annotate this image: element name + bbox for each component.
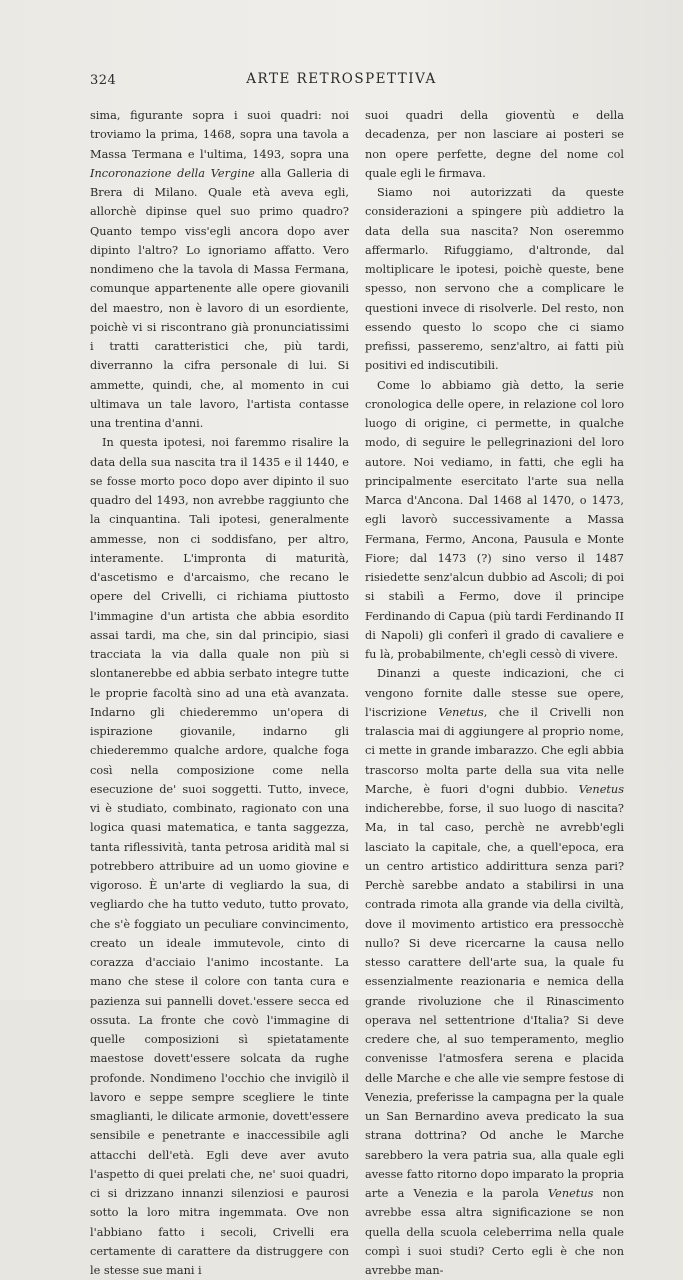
paragraph: Come lo abbiamo già detto, la serie cronologica delle opere, in relazione col loro luogo di origine, ci permette, in qualche modo, di seguire le pellegrinazioni del loro autore. Noi vediamo, in fatti, che egli ha principalmente esercitato l'arte sua nella Marca d'Ancona. Dal 1468 al 1470, o 1473, egli lavorò successivamente a Massa Fermana, Fermo, Ancona, Pausula e Monte Fiore; dal 1473 (?) sino verso il 1487 risiedette senz'alcun dubbio ad Ascoli; di poi si stabilì a Fermo, dove il principe Ferdinando di Capua (più tardi Ferdinando II di Napoli) gli conferì il grado di cavaliere e fu là, probabilmente, ch'egli cessò di vivere. xyxy=(365,378,624,661)
left-column xyxy=(90,106,349,1280)
paragraph: In questa ipotesi, noi faremmo risalire la data della sua nascita tra il 1435 e il 1440, e se fosse morto poco dopo aver dipinto il suo quadro del 1493, non avrebbe raggiunto che la cinquantina. Tali ipotesi, generalmente ammesse, non ci soddisfano, per altro, interamente. L'impronta di maturità, d'ascetismo e d'arcaismo, che recano le opere del Crivelli, ci richiama piuttosto l'immagine d'un artista che abbia esordito assai tardi, ma che, sin dal principio, siasi tracciata la via dalla quale non più si slontanerebbe ed abbia serbato integre tutte le proprie facoltà sino ad una età avanzata. Indarno gli chiederemmo un'opera di ispirazione giovanile, indarno gli chiederemmo qualche ardore, qualche foga così nella composizione come nella esecuzione de' suoi soggetti. Tutto, invece, vi è studiato, combinato, ragionato con una logica quasi matematica, e tanta saggezza, tanta riflessività, tanta petrosa aridità mal si potrebbero attribuire ad un uomo giovine e vigoroso. È un'arte di vegliardo la sua, di vegliardo che ha tutto veduto, tutto provato, che s'è foggiato un peculiare convincimento, creato un ideale immutevole, cinto di corazza d'acciaio l'animo incostante. La mano che stese il colore con tanta cura e pazienza sui pannelli dovet.'essere secca ed ossuta. La fronte che covò l'immagine di quelle composizioni sì spietatamente maestose dovett'essere solcata da rughe profonde. Nondimeno l'occhio che invigilò il lavoro e seppe sempre scegliere le tinte smaglianti, le dilicate armonie, dovett'essere sensibile e penetrante e inaccessibile agli attacchi dell'età. Egli deve aver avuto l'aspetto di quei prelati che, ne' suoi quadri, ci si drizzano innanzi silenziosi e paurosi sotto la loro mitra ingemmata. Ove non l'abbiano fatto i secoli, Crivelli era certamente di carattere da distruggere con le stesse sue mani i xyxy=(90,436,349,1277)
paragraph xyxy=(365,664,624,1280)
paragraph xyxy=(90,106,349,433)
right-column xyxy=(365,106,624,1280)
paragraph: suoi quadri della gioventù e della decadenza, per non lasciare ai posteri se non opere perfette, degne del nome col quale egli le firmava. xyxy=(365,109,624,180)
italic-title: Incoronazione della Vergine xyxy=(90,166,255,180)
italic-word: Venetus xyxy=(438,705,484,719)
text-run: , che il Crivelli non tralascia mai di aggiungere al proprio nome, ci mette in grande imbarazzo. Che egli abbia trascorso molta parte della sua vita nelle Marche, è fuori d'ogni dubbio. xyxy=(365,705,624,796)
text-run: Dinanzi a queste indicazioni, che ci vengono fornite dalle stesse sue opere, l'iscrizione xyxy=(365,667,624,719)
running-title: ARTE RETROSPETTIVA xyxy=(246,71,437,87)
italic-word: Venetus xyxy=(548,1187,594,1200)
text-run: indicherebbe, forse, il suo luogo di nascita? Ma, in tal caso, perchè ne avrebb'egli lasciato la capitale, che, a quell'epoca, era un centro artistico addirittura senza pari? Perchè sarebbe andato a stabilirsi in una contrada rimota alla grande via della civiltà, dove il movimento artistico era pressocchè nullo? Si deve ricercarne la causa nello stesso carattere dell'arte sua, la quale fu essenzialmente reazionaria e nemica della grande rivoluzione che il Rinascimento operava nel settentrione d'Italia? Si deve credere che, al suo temperamento, meglio convenisse l'atmosfera serena e placida delle Marche e che alle vie sempre festose di Venezia, preferisse la campagna per la quale un San Bernardino aveva predicato la sua strana dottrina? Od anche le Marche sarebbero la vera patria sua, alla quale egli avesse fatto ritorno dopo imparato la propria arte a Venezia e la parola xyxy=(365,802,624,1200)
text-run: alla Galleria di Brera di Milano. Quale età aveva egli, allorchè dipinse quel suo primo quadro? Quanto tempo viss'egli ancora dopo aver dipinto l'altro? Lo ignoriamo affatto. Vero nondimeno che la tavola di Massa Fermana, comunque appartenente alle opere giovanili del maestro, non è lavoro di un esordiente, poichè vi si riscontrano già pronunciatissimi i tratti caratteristici che, più tardi, diverranno la cifra personale di lui. Si ammette, quindi, che, al momento in cui ultimava un tale lavoro, l'artista contasse una trentina d'anni. xyxy=(90,166,349,430)
text-run: non avrebbe essa altra significazione se non quella della scuola celeberrima nella quale compì i suoi studi? Certo egli è che non avrebbe man- xyxy=(365,1187,624,1277)
text-run: sima, figurante sopra i suoi quadri: noi troviamo la prima, 1468, sopra una tavola a Massa Termana e l'ultima, 1493, sopra una xyxy=(90,109,349,161)
page-number: 324 xyxy=(90,73,117,88)
italic-word: Venetus xyxy=(578,782,624,796)
paragraph: Siamo noi autorizzati da queste considerazioni a spingere più addietro la data della sua nascita? Non oseremmo affermarlo. Rifuggiamo, d'altronde, dal moltiplicare le ipotesi, poichè queste, bene spesso, non servono che a complicare le questioni invece di risolverle. Del resto, non essendo questo lo scopo che ci siamo prefissi, passeremo, senz'altro, ai fatti più positivi ed indiscutibili. xyxy=(365,186,624,373)
